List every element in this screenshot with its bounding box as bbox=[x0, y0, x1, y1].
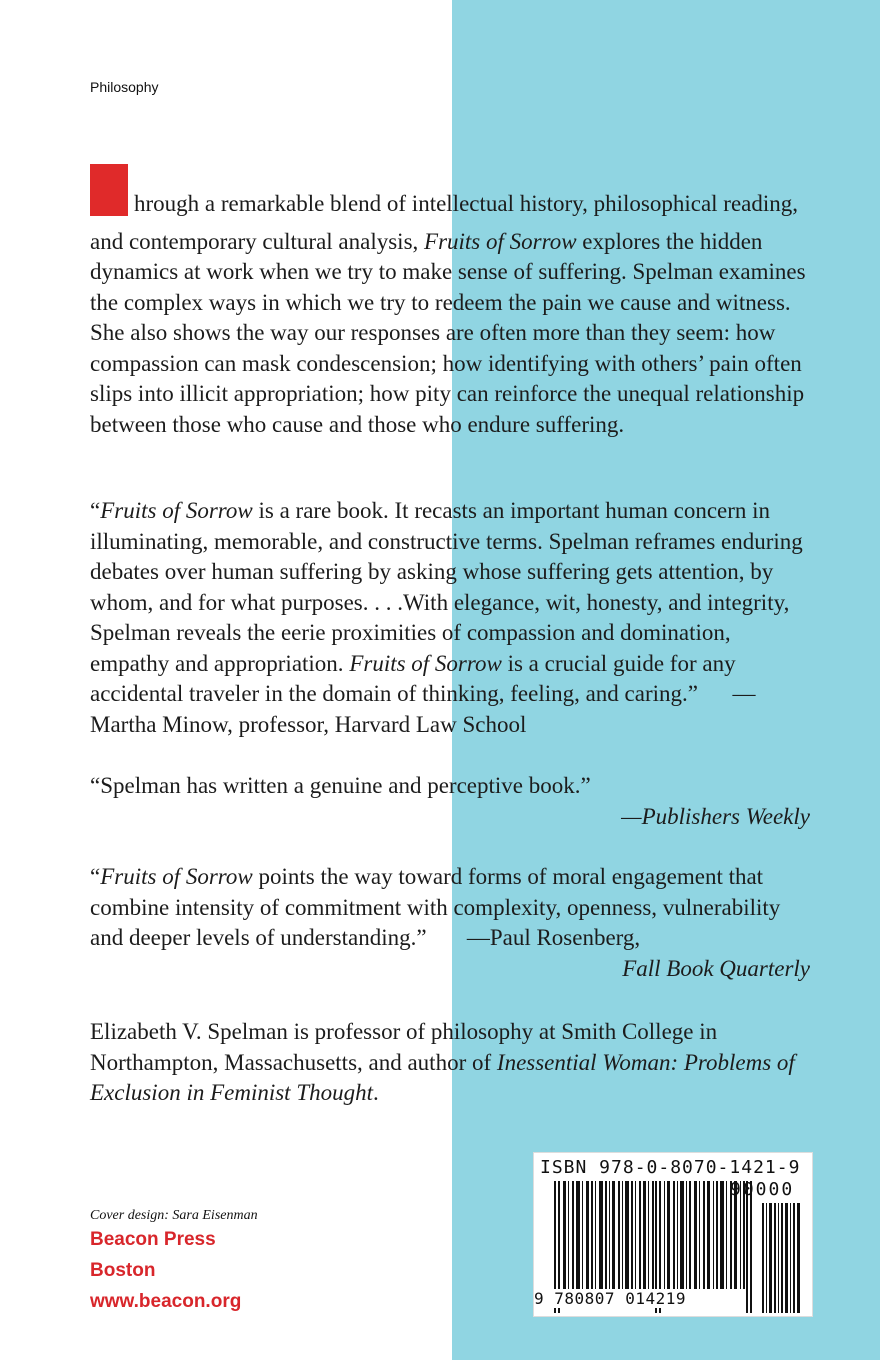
publisher-website-link[interactable]: www.beacon.org bbox=[90, 1291, 242, 1312]
quote-attribution: —Martha Minow, professor, Harvard Law School bbox=[90, 681, 756, 737]
publisher-name: Beacon Press bbox=[90, 1229, 216, 1250]
drop-cap: T bbox=[90, 164, 128, 216]
price-code: 90000 bbox=[730, 1179, 795, 1200]
review-quote-rosenberg: “Fruits of Sorrow points the way toward forms of moral engagement that combine intensity of commitment with complexity, openness, vulnerability and deeper levels of understanding.” —Paul Rosenberg, Fall Book Quarterly bbox=[90, 862, 810, 984]
book-title: Fruits of Sorrow bbox=[100, 498, 253, 523]
ean-number: 9 780807 014219 bbox=[534, 1289, 734, 1308]
book-title: Fruits of Sorrow bbox=[100, 864, 253, 889]
isbn-barcode bbox=[533, 1152, 813, 1317]
cover-design-credit: Cover design: Sara Eisenman bbox=[90, 1208, 258, 1223]
publisher-city: Boston bbox=[90, 1260, 156, 1281]
other-book-title: Inessential Woman: Problems of Exclusion in Feminist Thought bbox=[90, 1049, 795, 1105]
quote-attribution: —Publishers Weekly bbox=[621, 803, 810, 829]
author-bio: Elizabeth V. Spelman is professor of philosophy at Smith College in Northampton, Massachusetts, and author of Inessential Woman: Problems of Exclusion in Feminist Thought. bbox=[90, 1019, 795, 1105]
book-title: Fruits of Sorrow bbox=[424, 228, 577, 254]
review-quote-minow: “Fruits of Sorrow is a rare book. It recasts an important human concern in illuminating, memorable, and constructive terms. Spelman reframes enduring debates over human suffering by asking whose suffering gets attention, by whom, and for what purposes. . . .With elegance, wit, honesty, and integrity, Spelman reveals the eerie proximities of compassion and domination, empathy and appropriation. Fruits of Sorrow is a crucial guide for any accidental traveler in the domain of thinking, feeling, and caring.” —Martha Minow, professor, Harvard Law School bbox=[90, 498, 803, 737]
book-title: Fruits of Sorrow bbox=[349, 650, 502, 676]
isbn-number: ISBN 978-0-8070-1421-9 bbox=[540, 1157, 801, 1178]
quote-attribution: —Paul Rosenberg, bbox=[466, 925, 641, 950]
review-quote-publishers-weekly: “Spelman has written a genuine and perceptive book.” —Publishers Weekly bbox=[90, 771, 810, 832]
category-label: Philosophy bbox=[90, 79, 159, 95]
description-paragraph: Through a remarkable blend of intellectual history, philosophical reading, and contemporary cultural analysis, Fruits of Sorrow explores the hidden dynamics at work when we try to make sense of suffering. Spelman examines the complex ways in which we try to redeem the pain we cause and witness. She also shows the way our responses are often more than they seem: how compassion can mask condescension; how identifying with others’ pain often slips into illicit appropriation; how pity can reinforce the unequal relationship between those who cause and those who endure suffering. bbox=[90, 164, 806, 437]
quote-source: Fall Book Quarterly bbox=[622, 955, 810, 981]
